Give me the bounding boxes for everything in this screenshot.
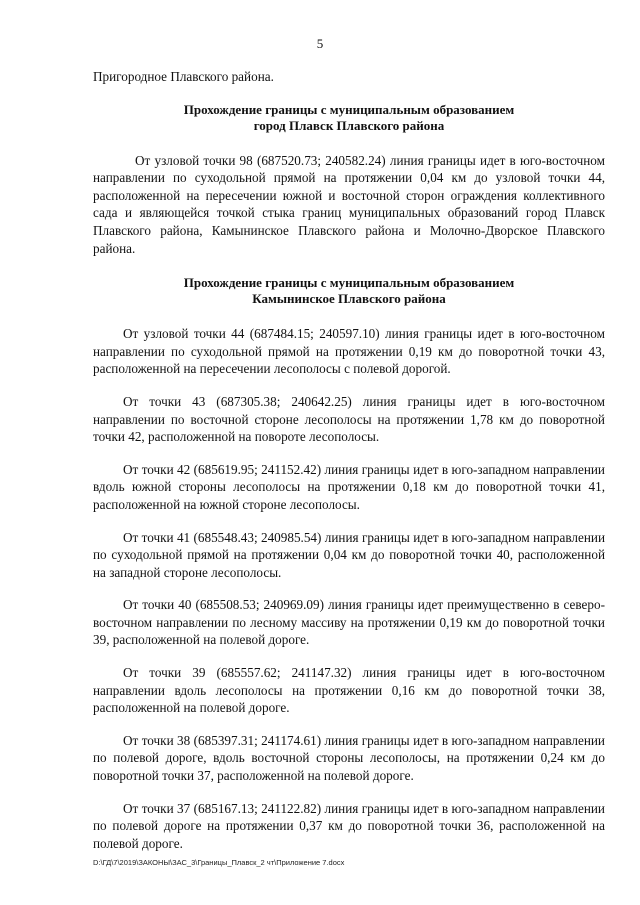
boundary-paragraph: От точки 37 (685167.13; 241122.82) линия границы идет в юго-западном направлении по полевой дороге на протяжении 0,37 км до поворотной точки 36, расположенной на полевой дороге. [93,800,605,851]
section-heading-line: Прохождение границы с муниципальным образованием [183,275,515,291]
footer-file-path: D:\ГД\7\2019\ЗАКОНЫ\ЗАС_3\Границы_Плавск_2 чт\Приложение 7.docx [93,858,345,867]
boundary-paragraph: От точки 40 (685508.53; 240969.09) линия границы идет преимущественно в северо-восточном направлении по лесному массиву на протяжении 0,19 км до поворотной точки 39, расположенной на полевой дороге. [93,597,605,648]
boundary-paragraph: От точки 41 (685548.43; 240985.54) линия границы идет в юго-западном направлении по суходольной прямой на протяжении 0,04 км до поворотной точки 40, расположенной на западной стороне лесополосы. [93,529,605,580]
section-heading-kamyninskoe [93,275,605,307]
boundary-paragraph: От точки 42 (685619.95; 241152.42) линия границы идет в юго-западном направлении вдоль южной стороны лесополосы на протяжении 0,18 км до поворотной точки 41, расположенной на южной стороне лесополосы. [93,461,605,512]
section-heading-line: Прохождение границы с муниципальным образованием [183,101,515,117]
boundary-paragraph: От узловой точки 44 (687484.15; 240597.10) линия границы идет в юго-восточном направлении по суходольной прямой на протяжении 0,19 км до поворотной точки 43, расположенной на пересечении лесополосы с полевой дорогой. [93,326,605,377]
lead-text: Пригородное Плавского района. [93,69,274,84]
document-body [93,68,605,862]
boundary-paragraph: От точки 43 (687305.38; 240642.25) линия границы идет в юго-восточном направлении по восточной стороне лесополосы на протяжении 1,78 км до поворотной точки 42, расположенной на повороте лесополосы. [93,393,605,445]
boundary-paragraph: От точки 39 (685557.62; 241147.32) линия границы идет в юго-восточном направлении вдоль лесополосы на протяжении 0,16 км до поворотной точки 38, расположенной на полевой дороге. [93,665,605,716]
section-heading-line: город Плавск Плавского района [253,117,445,133]
boundary-paragraph: От точки 38 (685397.31; 241174.61) линия границы идет в юго-западном направлении по полевой дороге, вдоль восточной стороны лесополосы, на протяжении 0,24 км до поворотной точки 37, расположенной на полевой дороге. [93,732,605,784]
section-heading-line: Камынинское Плавского района [252,291,446,307]
page-number: 5 [316,36,324,51]
boundary-paragraph: От узловой точки 98 (687520.73; 240582.24) линия границы идет в юго-восточном направлении по суходольной прямой на протяжении 0,04 км до узловой точки 44, расположенной на пересечении южной и восточной сторон ограждения коллективного сада и являющейся точкой стыка границ муниципальных образований город Плавск Плавского района, Камынинское Плавского района и Молочно-Дворское Плавского района. [93,152,605,256]
section-heading-plavsk [93,102,605,134]
